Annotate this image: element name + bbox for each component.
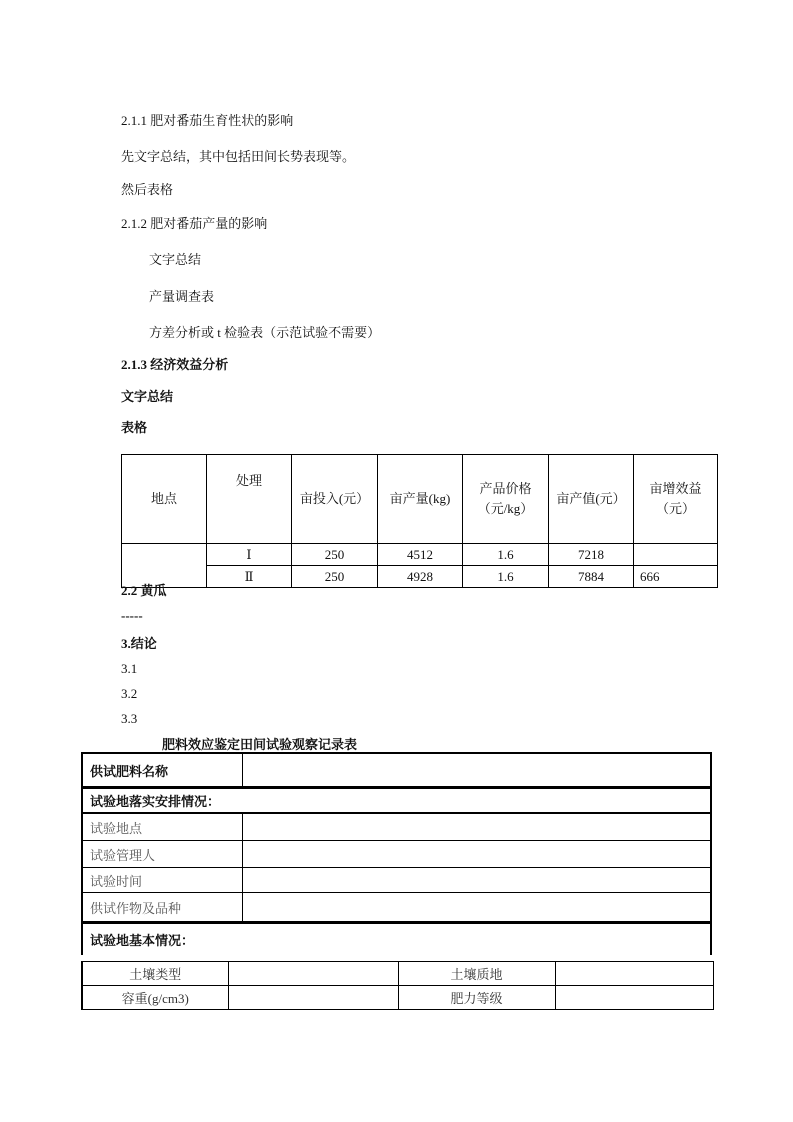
conclusion-item: 3.1 (121, 661, 138, 676)
header-benefit-line2: （元） (655, 501, 695, 516)
soil-type-field[interactable] (228, 962, 398, 986)
field-label-crop: 供试作物及品种 (83, 893, 243, 921)
cell-input: 250 (292, 566, 378, 588)
cell-price: 1.6 (463, 566, 549, 588)
field-label-time: 试验时间 (83, 868, 243, 892)
section-2-1-3-text2: 表格 (121, 420, 148, 435)
section-2-1-1-title: 2.1.1 肥对番茄生育性状的影响 (121, 113, 294, 128)
section-2-2-number: 2.2 (121, 583, 138, 598)
soil-info-table (81, 961, 714, 1010)
cell-benefit: 666 (634, 566, 718, 588)
fertilizer-name-field[interactable] (243, 754, 710, 786)
cell-price: 1.6 (463, 544, 549, 566)
bulk-density-label: 容重(g/cm3) (82, 986, 228, 1010)
section-2-1-1-text: 先文字总结，其中包括田间长势表现等。 (121, 149, 356, 164)
field-label-location: 试验地点 (83, 814, 243, 840)
arrangement-row (81, 892, 712, 921)
section-2-1-2-item: 产量调查表 (149, 289, 215, 304)
header-benefit (634, 455, 718, 544)
section-2-1-3-text: 文字总结 (121, 389, 174, 404)
header-output: 亩产值(元） (549, 455, 634, 544)
table-row (122, 544, 718, 566)
header-benefit-line1: 亩增效益 (649, 481, 702, 496)
field-label-manager: 试验管理人 (83, 841, 243, 867)
soil-row (82, 986, 713, 1010)
header-price-line2: （元/kg） (477, 501, 534, 516)
soil-row (82, 962, 713, 986)
field-input-time[interactable] (243, 868, 710, 892)
soil-texture-field[interactable] (555, 962, 713, 986)
record-form-title: 肥料效应鉴定田间试验观察记录表 (162, 737, 358, 752)
record-form (81, 752, 712, 955)
arrangement-row (81, 812, 712, 840)
cell-yield: 4928 (378, 566, 463, 588)
cell-treatment: Ⅰ (207, 544, 292, 566)
section-2-1-2-title: 2.1.2 肥对番茄产量的影响 (121, 216, 268, 231)
header-price (463, 455, 549, 544)
section-2-1-3-title (121, 357, 228, 373)
header-treatment: 处理 (207, 455, 292, 544)
cell-output: 7218 (549, 544, 634, 566)
section-3-number: 3. (121, 636, 131, 651)
table-row (122, 566, 718, 588)
section-2-1-3-number: 2.1.3 (121, 357, 147, 372)
fertility-grade-label: 肥力等级 (398, 986, 555, 1010)
fertilizer-name-label: 供试肥料名称 (83, 754, 243, 786)
field-input-manager[interactable] (243, 841, 710, 867)
conclusion-item: 3.3 (121, 711, 138, 726)
cell-benefit (634, 544, 718, 566)
header-location: 地点 (122, 455, 207, 544)
fertilizer-name-row (81, 752, 712, 786)
cell-treatment: Ⅱ (207, 566, 292, 588)
arrangement-heading-row: 试验地落实安排情况： (81, 786, 712, 812)
arrangement-row (81, 840, 712, 867)
arrangement-row (81, 867, 712, 892)
header-yield: 亩产量(kg) (378, 455, 463, 544)
bulk-density-field[interactable] (228, 986, 398, 1010)
section-2-2-text: 黄瓜 (140, 583, 167, 598)
section-2-1-1-text2: 然后表格 (121, 182, 174, 197)
field-input-crop[interactable] (243, 893, 710, 921)
section-2-1-2-item: 方差分析或 t 检验表（示范试验不需要） (149, 325, 381, 340)
header-input: 亩投入(元） (292, 455, 378, 544)
field-input-location[interactable] (243, 814, 710, 840)
separator-dashes: ----- (121, 608, 143, 623)
cell-yield: 4512 (378, 544, 463, 566)
conclusion-item: 3.2 (121, 686, 138, 701)
section-2-2-title (121, 583, 167, 599)
section-2-1-3-text: 经济效益分析 (150, 357, 229, 372)
cell-location (122, 544, 207, 588)
economic-benefit-table (121, 454, 718, 588)
section-3-title (121, 636, 157, 652)
section-3-text: 结论 (130, 636, 157, 651)
section-2-1-2-item: 文字总结 (149, 252, 202, 267)
fertility-grade-field[interactable] (555, 986, 713, 1010)
cell-input: 250 (292, 544, 378, 566)
cell-output: 7884 (549, 566, 634, 588)
header-price-line1: 产品价格 (479, 481, 532, 496)
basic-heading-row: 试验地基本情况： (81, 921, 712, 955)
soil-texture-label: 土壤质地 (398, 962, 555, 986)
table-header-row (122, 455, 718, 544)
soil-type-label: 土壤类型 (82, 962, 228, 986)
